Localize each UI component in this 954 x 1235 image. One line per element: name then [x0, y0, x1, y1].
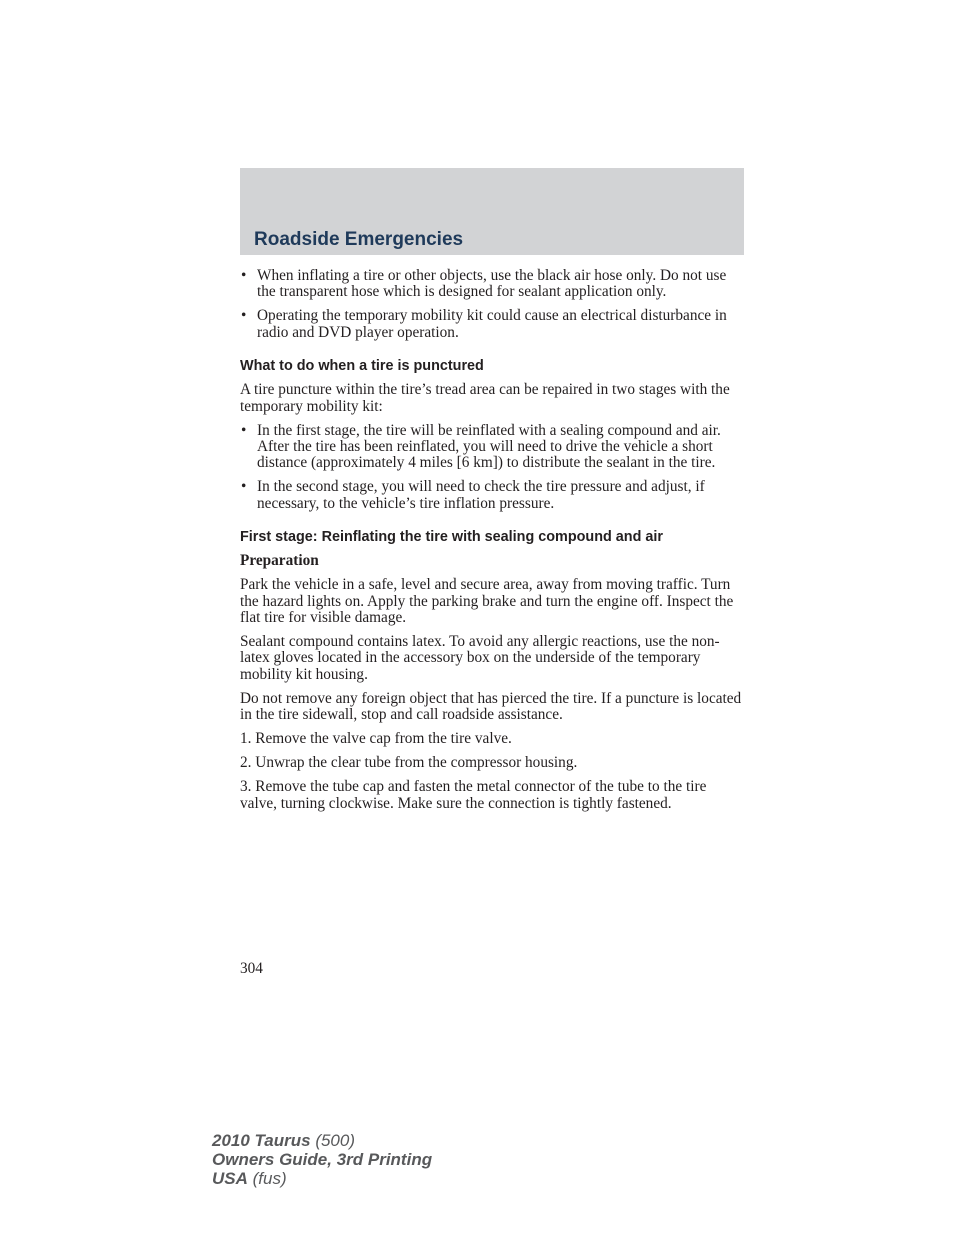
punctured-intro: A tire puncture within the tire’s tread area can be repaired in two stages with the temporary mobility kit:	[240, 381, 730, 415]
first-stage-heading: First stage: Reinflating the tire with sealing compound and air	[240, 529, 663, 546]
bullet-icon: •	[241, 478, 247, 496]
footer-publication-info	[212, 1131, 432, 1188]
bullet-icon: •	[241, 421, 247, 439]
footer-line-market: USA (fus)	[212, 1169, 287, 1188]
list-item: • In the first stage, the tire will be reinflated with a sealing compound and air. After the tire has been reinflated, you will need to drive the vehicle a short distance (approximately 4 miles [6 km]) to distribute the sealant in the tire.	[241, 421, 721, 472]
list-item: • When inflating a tire or other objects, use the black air hose only. Do not use the transparent hose which is designed for sealant application only.	[241, 267, 727, 301]
punctured-heading: What to do when a tire is punctured	[240, 358, 484, 375]
body-paragraph: Do not remove any foreign object that has pierced the tire. If a puncture is located in the tire sidewall, stop and call roadside assistance.	[240, 689, 742, 724]
footer-line-printing: Owners Guide, 3rd Printing	[212, 1150, 433, 1169]
intro-bullet-list	[240, 268, 744, 341]
step-item: 1. Remove the valve cap from the tire valve.	[240, 730, 512, 748]
list-item: • Operating the temporary mobility kit could cause an electrical disturbance in radio and DVD player operation.	[241, 307, 727, 341]
bullet-icon: •	[241, 267, 247, 284]
body-paragraph: Park the vehicle in a safe, level and secure area, away from moving traffic. Turn the hazard lights on. Apply the parking brake and turn the engine off. Inspect the flat tire for visible damage.	[240, 576, 734, 627]
page-number: 304	[240, 960, 263, 977]
page-content	[240, 268, 744, 820]
preparation-heading: Preparation	[240, 552, 319, 570]
section-header-band	[240, 168, 744, 255]
stage-bullet-list	[240, 423, 744, 513]
body-paragraph: Sealant compound contains latex. To avoid any allergic reactions, use the non-latex gloves located in the accessory box on the underside of the temporary mobility kit housing.	[240, 633, 720, 683]
step-item: 3. Remove the tube cap and fasten the metal connector of the tube to the tire valve, turning clockwise. Make sure the connection is tightly fastened.	[240, 778, 707, 812]
list-item: • In the second stage, you will need to check the tire pressure and adjust, if necessary, to the vehicle’s tire inflation pressure.	[241, 478, 705, 512]
section-title: Roadside Emergencies	[254, 229, 464, 250]
bullet-icon: •	[241, 307, 247, 325]
footer-line-model: 2010 Taurus (500)	[212, 1131, 356, 1150]
step-item: 2. Unwrap the clear tube from the compressor housing.	[240, 754, 578, 772]
